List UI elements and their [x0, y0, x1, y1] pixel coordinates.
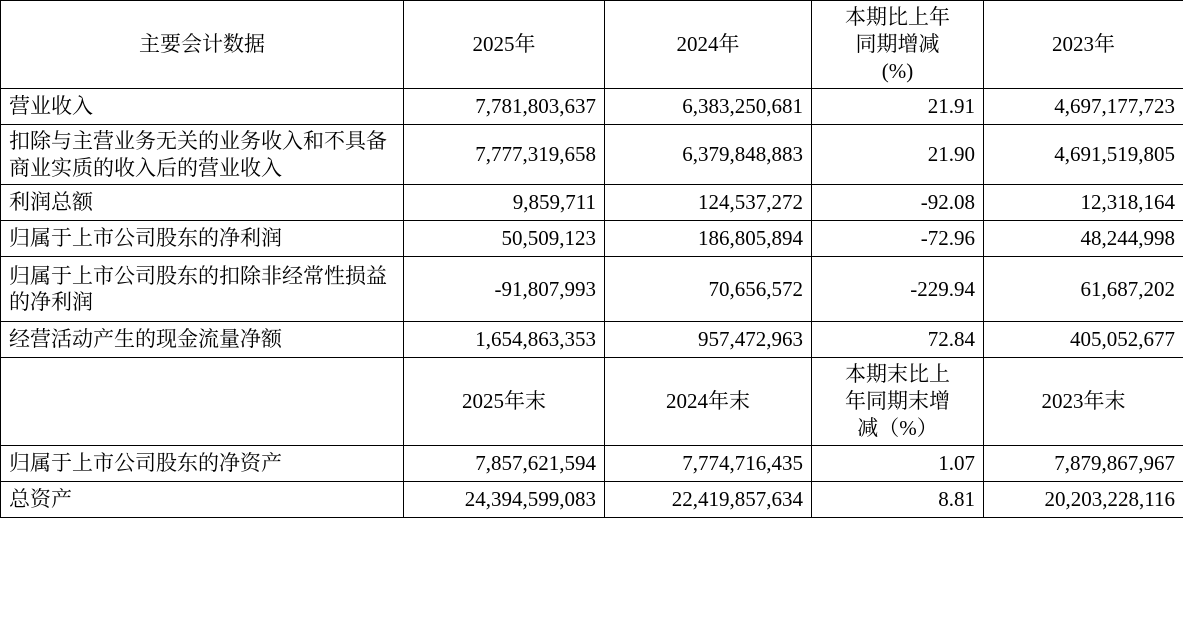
row-value-2025: 7,857,621,594 — [404, 446, 605, 482]
row-value-2023: 12,318,164 — [984, 185, 1183, 221]
header-cell-item: 主要会计数据 — [1, 1, 404, 89]
table-second-header-row — [1, 358, 1183, 446]
row-value-change: 21.90 — [812, 124, 984, 185]
row-value-2024: 186,805,894 — [605, 221, 812, 257]
row-label: 经营活动产生的现金流量净额 — [1, 322, 404, 358]
row-value-2023: 4,691,519,805 — [984, 124, 1183, 185]
row-value-2023: 7,879,867,967 — [984, 446, 1183, 482]
table-row — [1, 322, 1183, 358]
row-value-2024: 124,537,272 — [605, 185, 812, 221]
row-value-2025: 9,859,711 — [404, 185, 605, 221]
row-value-2025: 7,781,803,637 — [404, 88, 605, 124]
header-cell-2024: 2024年 — [605, 1, 812, 89]
row-label: 利润总额 — [1, 185, 404, 221]
row-label: 总资产 — [1, 482, 404, 518]
row-value-2025: 7,777,319,658 — [404, 124, 605, 185]
row-value-change: -229.94 — [812, 257, 984, 322]
row-value-2023: 61,687,202 — [984, 257, 1183, 322]
header-change-line3: (%) — [881, 58, 914, 83]
row-value-2023: 20,203,228,116 — [984, 482, 1183, 518]
second-header-change-line1: 本期末比上 — [845, 362, 950, 387]
header-cell-change — [812, 1, 984, 89]
second-header-cell-blank — [1, 358, 404, 446]
table-row — [1, 185, 1183, 221]
row-value-2023: 48,244,998 — [984, 221, 1183, 257]
row-value-change: -72.96 — [812, 221, 984, 257]
second-header-cell-2023: 2023年末 — [984, 358, 1183, 446]
row-value-2024: 957,472,963 — [605, 322, 812, 358]
second-header-cell-2025: 2025年末 — [404, 358, 605, 446]
row-label: 归属于上市公司股东的净利润 — [1, 221, 404, 257]
table-row — [1, 88, 1183, 124]
row-value-2024: 6,379,848,883 — [605, 124, 812, 185]
table-row — [1, 124, 1183, 185]
second-header-change-line3: 减（%） — [857, 416, 938, 441]
table-row — [1, 257, 1183, 322]
row-value-change: 8.81 — [812, 482, 984, 518]
row-value-2025: -91,807,993 — [404, 257, 605, 322]
row-value-2025: 24,394,599,083 — [404, 482, 605, 518]
table-header-row — [1, 1, 1183, 89]
row-label: 归属于上市公司股东的扣除非经常性损益的净利润 — [1, 257, 404, 322]
row-value-change: -92.08 — [812, 185, 984, 221]
table-row — [1, 446, 1183, 482]
row-value-2023: 4,697,177,723 — [984, 88, 1183, 124]
second-header-change-line2: 年同期末增 — [845, 389, 950, 414]
row-label: 营业收入 — [1, 88, 404, 124]
row-label: 扣除与主营业务无关的业务收入和不具备商业实质的收入后的营业收入 — [1, 124, 404, 185]
table-row — [1, 482, 1183, 518]
row-value-2024: 7,774,716,435 — [605, 446, 812, 482]
header-cell-2025: 2025年 — [404, 1, 605, 89]
row-value-change: 1.07 — [812, 446, 984, 482]
row-value-2024: 70,656,572 — [605, 257, 812, 322]
table-row — [1, 221, 1183, 257]
header-change-line2: 同期增减 — [855, 31, 940, 56]
row-value-2025: 50,509,123 — [404, 221, 605, 257]
second-header-cell-2024: 2024年末 — [605, 358, 812, 446]
header-change-line1: 本期比上年 — [845, 5, 950, 29]
row-value-change: 72.84 — [812, 322, 984, 358]
second-header-cell-change — [812, 358, 984, 446]
header-cell-2023: 2023年 — [984, 1, 1183, 89]
row-value-2024: 22,419,857,634 — [605, 482, 812, 518]
row-value-2024: 6,383,250,681 — [605, 88, 812, 124]
row-label: 归属于上市公司股东的净资产 — [1, 446, 404, 482]
row-value-2025: 1,654,863,353 — [404, 322, 605, 358]
row-value-2023: 405,052,677 — [984, 322, 1183, 358]
row-value-change: 21.91 — [812, 88, 984, 124]
